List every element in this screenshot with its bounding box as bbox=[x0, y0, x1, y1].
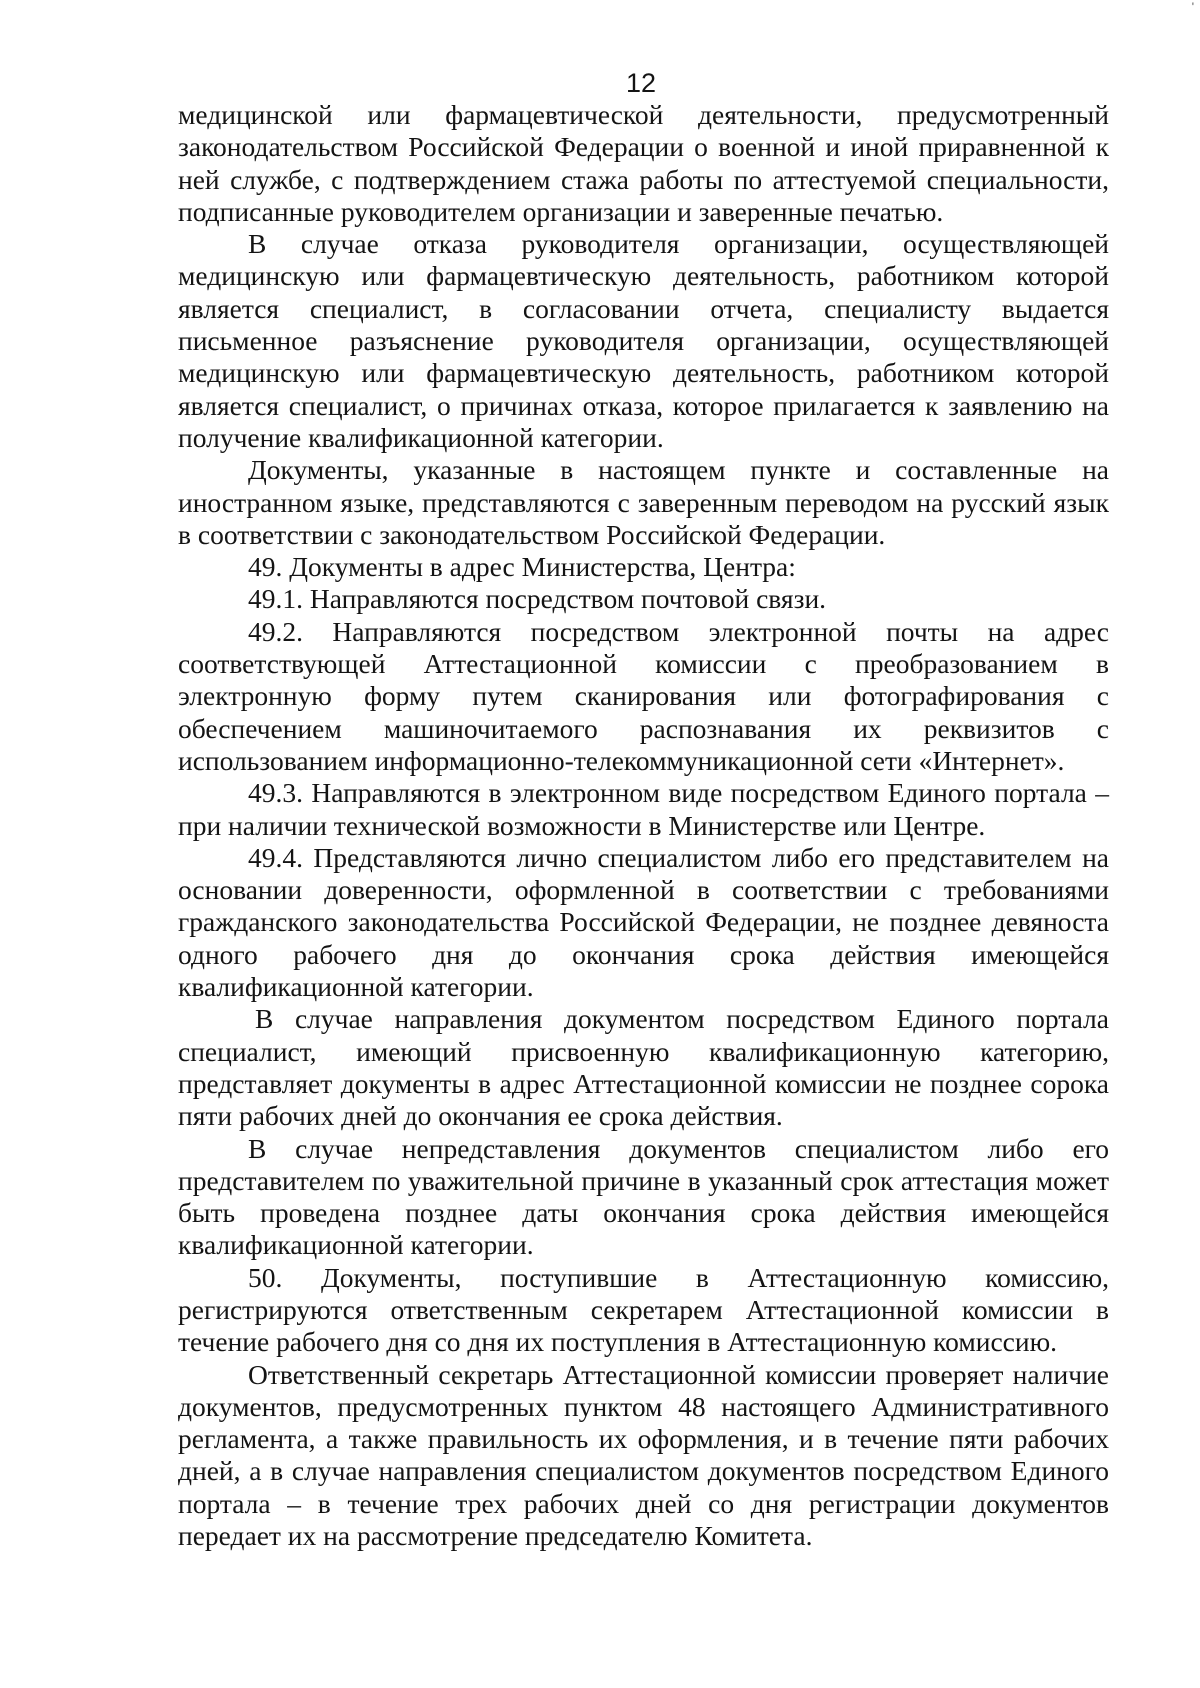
paragraph-non-submission: В случае непредставления документов специалистом либо его представителем по уважительной причине в указанный срок аттестация может быть проведена позднее даты окончания срока действия имеющейся квалификационной категории. bbox=[178, 1132, 1109, 1261]
paragraph-foreign-documents: Документы, указанные в настоящем пункте и составленные на иностранном языке, представляются с заверенным переводом на русский язык в соответствии с законодательством Российской Федерации. bbox=[178, 454, 1109, 550]
paragraph-49: 49. Документы в адрес Министерства, Центра: bbox=[248, 551, 796, 583]
paragraph-49-4: 49.4. Представляются лично специалистом либо его представителем на основании доверенности, оформленной в соответствии с требованиями гражданского законодательства Российской Федерации, не позднее девяноста одного рабочего дня до окончания срока действия имеющейся квалификационной категории. bbox=[178, 841, 1109, 1003]
paragraph-49-1: 49.1. Направляются посредством почтовой связи. bbox=[248, 583, 827, 615]
paragraph-continuation: медицинской или фармацевтической деятельности, предусмотренный законодательством Российской Федерации о военной и иной приравненной к ней службе, с подтверждением стажа работы по аттестуемой специальности, подписанные руководителем организации и заверенные печатью. bbox=[178, 99, 1109, 227]
corner-mark: ' bbox=[1191, 0, 1194, 14]
paragraph-50: 50. Документы, поступившие в Аттестационную комиссию, регистрируются ответственным секретарем Аттестационной комиссии в течение рабочего дня со дня их поступления в Аттестационную комиссию. bbox=[178, 1261, 1109, 1358]
paragraph-49-2: 49.2. Направляются посредством электронной почты на адрес соответствующей Аттестационной комиссии с преобразованием в электронную форму путем сканирования или фотографирования с обеспечением машиночитаемого распознавания их реквизитов с использованием информационно-телекоммуникационной сети «Интернет». bbox=[178, 615, 1109, 776]
page-number: 12 bbox=[625, 68, 657, 98]
paragraph-refusal: В случае отказа руководителя организации, осуществляющей медицинскую или фармацевтическую деятельность, работником которой является специалист, в согласовании отчета, специалисту выдается письменное разъяснение руководителя организации, осуществляющей медицинскую или фармацевтическую деятельность, работником которой является специалист, о причинах отказа, которое прилагается к заявлению на получение квалификационной категории. bbox=[178, 228, 1109, 453]
paragraph-49-3: 49.3. Направляются в электронном виде посредством Единого портала – при наличии технической возможности в Министерстве или Центре. bbox=[178, 777, 1109, 841]
paragraph-portal-deadline: В случае направления документом посредством Единого портала специалист, имеющий присвоенную квалификационную категорию, представляет документы в адрес Аттестационной комиссии не позднее сорока пяти рабочих дней до окончания ее срока действия. bbox=[178, 1003, 1109, 1132]
paragraph-secretary-check: Ответственный секретарь Аттестационной комиссии проверяет наличие документов, предусмотренных пунктом 48 настоящего Административного регламента, а также правильность их оформления, и в течение пяти рабочих дней, а в случае направления специалистом документов посредством Единого портала – в течение трех рабочих дней со дня регистрации документов передает их на рассмотрение председателю Комитета. bbox=[178, 1358, 1109, 1552]
document-body bbox=[178, 99, 1109, 1552]
